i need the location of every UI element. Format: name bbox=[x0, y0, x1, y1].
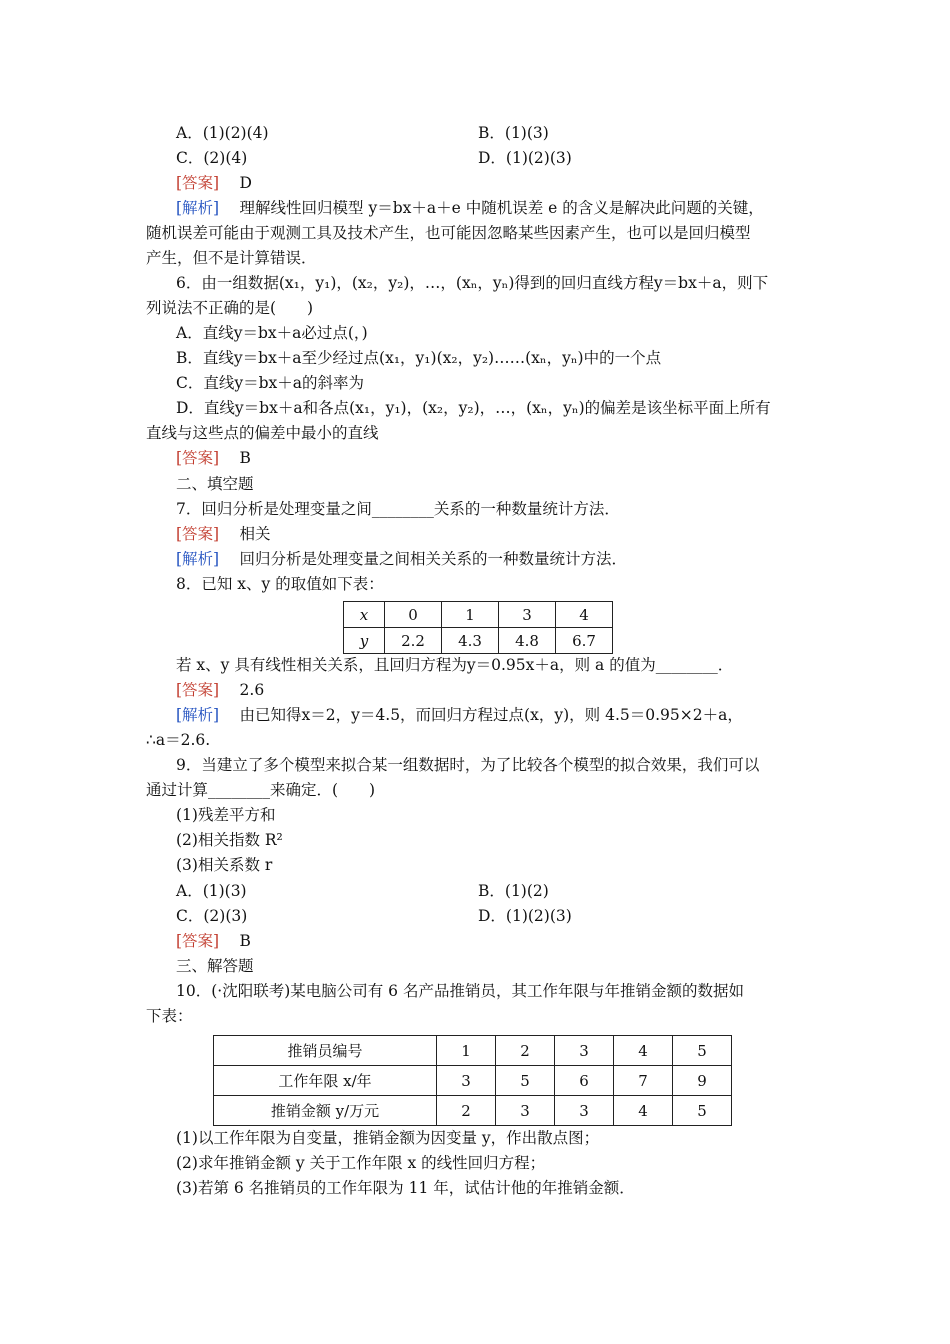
q10-part-1: (1)以工作年限为自变量，推销金额为因变量 y，作出散点图； bbox=[176, 1129, 600, 1147]
q5-option-b: B．(1)(3) bbox=[478, 124, 549, 142]
table-cell: y bbox=[344, 628, 385, 654]
q10-part-2: (2)求年推销金额 y 关于工作年限 x 的线性回归方程； bbox=[176, 1154, 546, 1172]
section-solve-heading: 三、解答题 bbox=[176, 957, 254, 975]
q8-data-table bbox=[343, 601, 613, 654]
table-row bbox=[344, 602, 613, 628]
table-cell: 4.3 bbox=[442, 628, 499, 654]
q9-item-3: (3)相关系数 r bbox=[176, 856, 273, 874]
table-cell: 7 bbox=[614, 1066, 673, 1096]
q7-stem: 7．回归分析是处理变量之间________关系的一种数量统计方法． bbox=[176, 500, 620, 518]
q9-option-b: B．(1)(2) bbox=[478, 882, 549, 900]
table-cell: 3 bbox=[555, 1036, 614, 1066]
q8-answer: 2.6 bbox=[239, 681, 265, 699]
q6-option-d-line2: 直线与这些点的偏差中最小的直线 bbox=[146, 424, 379, 442]
answer-tag: [答案] bbox=[176, 932, 220, 950]
table-cell: 3 bbox=[496, 1096, 555, 1126]
answer-tag: [答案] bbox=[176, 525, 220, 543]
table-cell: 6 bbox=[555, 1066, 614, 1096]
q5-analysis-text1: 理解线性回归模型 y＝bx＋a＋e 中随机误差 e 的含义是解决此问题的关键， bbox=[239, 199, 764, 217]
table-cell: 推销金额 y/万元 bbox=[214, 1096, 437, 1126]
q10-sales-table bbox=[213, 1035, 732, 1126]
table-row bbox=[344, 628, 613, 654]
q6-option-d-line1: D．直线y＝bx＋a和各点(x₁，y₁)，(x₂，y₂)，…，(xₙ，yₙ)的偏差是该坐标平面上所有 bbox=[176, 399, 771, 417]
q8-analysis-line bbox=[176, 703, 743, 727]
q5-answer-line bbox=[176, 171, 252, 195]
q5-option-c: C．(2)(4) bbox=[176, 149, 248, 167]
table-cell: 1 bbox=[442, 602, 499, 628]
q6-stem-line2: 列说法不正确的是( ) bbox=[146, 299, 314, 317]
q7-analysis-line bbox=[176, 547, 627, 571]
q9-answer-line bbox=[176, 929, 251, 953]
table-cell: 推销员编号 bbox=[214, 1036, 437, 1066]
q6-option-c: C．直线y＝bx＋a的斜率为 bbox=[176, 374, 365, 392]
table-cell: 6.7 bbox=[556, 628, 613, 654]
q6-answer-line bbox=[176, 446, 251, 470]
q9-answer: B bbox=[239, 932, 251, 950]
q8-analysis-text: 由已知得x＝2，y＝4.5，而回归方程过点(x，y)，则 4.5＝0.95×2＋a， bbox=[239, 706, 743, 724]
answer-tag: [答案] bbox=[176, 681, 220, 699]
table-row bbox=[214, 1096, 732, 1126]
table-cell: 4 bbox=[614, 1036, 673, 1066]
q8-condition: 若 x、y 具有线性相关关系，且回归方程为y＝0.95x＋a，则 a 的值为________． bbox=[176, 656, 734, 674]
q9-option-a: A．(1)(3) bbox=[176, 882, 247, 900]
table-cell: 2 bbox=[437, 1096, 496, 1126]
table-cell: 3 bbox=[499, 602, 556, 628]
table-cell: 4 bbox=[556, 602, 613, 628]
q10-stem-line2: 下表： bbox=[146, 1007, 193, 1025]
analysis-tag: [解析] bbox=[176, 550, 220, 568]
q9-stem-line2: 通过计算________来确定．( ) bbox=[146, 781, 376, 799]
table-row bbox=[214, 1066, 732, 1096]
q9-option-d: D．(1)(2)(3) bbox=[478, 907, 572, 925]
q10-part-3: (3)若第 6 名推销员的工作年限为 11 年，试估计他的年推销金额． bbox=[176, 1179, 635, 1197]
table-cell: 2 bbox=[496, 1036, 555, 1066]
q9-item-2: (2)相关指数 R² bbox=[176, 831, 283, 849]
q9-item-1: (1)残差平方和 bbox=[176, 806, 276, 824]
table-cell: 5 bbox=[673, 1096, 732, 1126]
q6-option-b: B．直线y＝bx＋a至少经过点(x₁，y₁)(x₂，y₂)……(xₙ，yₙ)中的一个点 bbox=[176, 349, 662, 367]
table-cell: 3 bbox=[555, 1096, 614, 1126]
q5-analysis-line1 bbox=[176, 196, 764, 220]
q8-stem: 8．已知 x、y 的取值如下表： bbox=[176, 575, 384, 593]
table-cell: 0 bbox=[385, 602, 442, 628]
table-cell: 工作年限 x/年 bbox=[214, 1066, 437, 1096]
q7-answer-line bbox=[176, 522, 271, 546]
q7-analysis-text: 回归分析是处理变量之间相关关系的一种数量统计方法． bbox=[239, 550, 628, 568]
q5-answer: D bbox=[239, 174, 252, 192]
table-cell: x bbox=[344, 602, 385, 628]
q5-option-d: D．(1)(2)(3) bbox=[478, 149, 572, 167]
q9-option-c: C．(2)(3) bbox=[176, 907, 248, 925]
q6-answer: B bbox=[239, 449, 251, 467]
table-cell: 3 bbox=[437, 1066, 496, 1096]
q8-answer-line bbox=[176, 678, 264, 702]
analysis-tag: [解析] bbox=[176, 706, 220, 724]
q5-analysis-line2: 随机误差可能由于观测工具及技术产生，也可能因忽略某些因素产生，也可以是回归模型 bbox=[146, 224, 751, 242]
q10-stem-line1: 10．(·沈阳联考)某电脑公司有 6 名产品推销员，其工作年限与年推销金额的数据如 bbox=[176, 982, 744, 1000]
table-cell: 5 bbox=[673, 1036, 732, 1066]
q7-answer: 相关 bbox=[239, 525, 271, 543]
analysis-tag: [解析] bbox=[176, 199, 220, 217]
q5-analysis-line3: 产生，但不是计算错误． bbox=[146, 249, 317, 267]
q6-stem-line1: 6．由一组数据(x₁，y₁)，(x₂，y₂)，…，(xₙ，yₙ)得到的回归直线方程y＝bx＋a，则下 bbox=[176, 274, 769, 292]
table-cell: 1 bbox=[437, 1036, 496, 1066]
table-cell: 5 bbox=[496, 1066, 555, 1096]
q9-stem-line1: 9．当建立了多个模型来拟合某一组数据时，为了比较各个模型的拟合效果，我们可以 bbox=[176, 756, 760, 774]
q5-option-a: A．(1)(2)(4) bbox=[176, 124, 269, 142]
q6-option-a: A．直线y＝bx＋a必过点(，) bbox=[176, 324, 368, 342]
answer-tag: [答案] bbox=[176, 449, 220, 467]
table-cell: 9 bbox=[673, 1066, 732, 1096]
table-row bbox=[214, 1036, 732, 1066]
table-cell: 4.8 bbox=[499, 628, 556, 654]
table-cell: 2.2 bbox=[385, 628, 442, 654]
section-fill-in-heading: 二、填空题 bbox=[176, 475, 254, 493]
answer-tag: [答案] bbox=[176, 174, 220, 192]
table-cell: 4 bbox=[614, 1096, 673, 1126]
q8-conclusion: ∴a＝2.6. bbox=[146, 731, 211, 749]
